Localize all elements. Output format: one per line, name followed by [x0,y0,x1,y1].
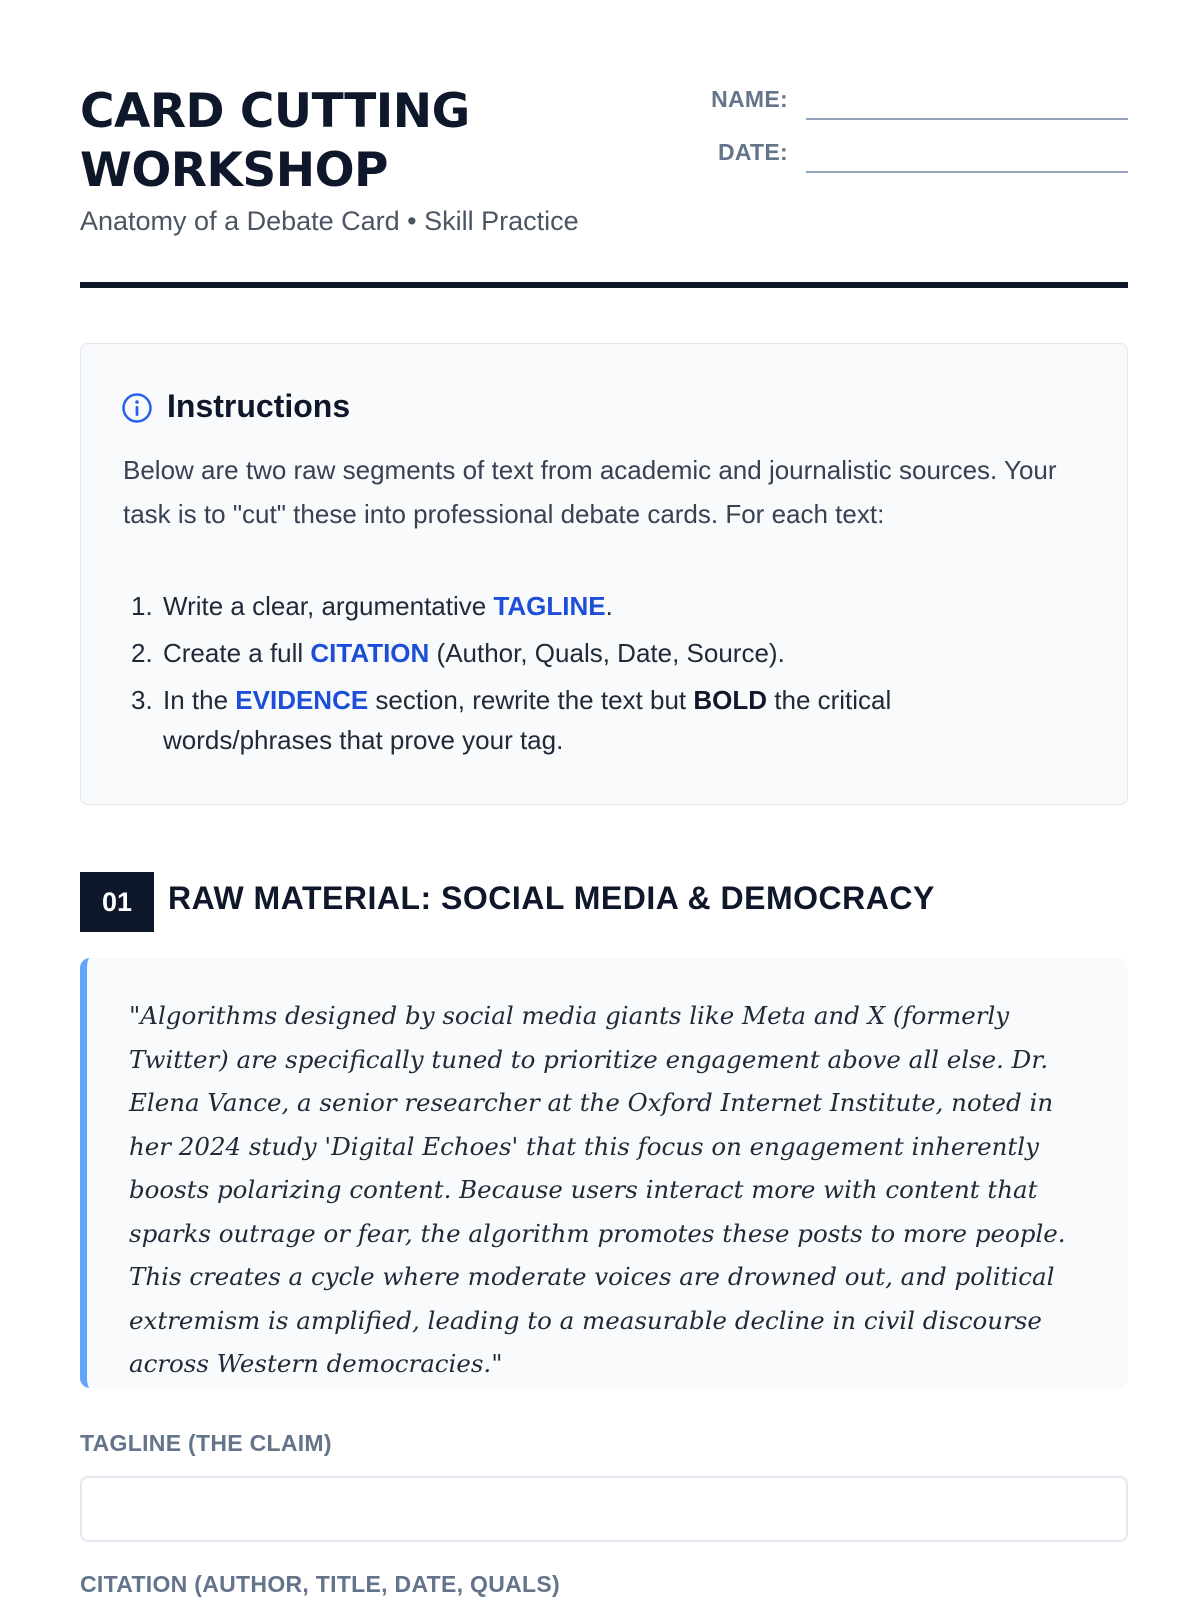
page-title: CARD CUTTING WORKSHOP [80,84,470,198]
tagline-keyword: TAGLINE [493,591,606,621]
section-number-badge: 01 [80,872,154,932]
instruction-step: 2. Create a full CITATION (Author, Quals, Date, Source). [131,638,785,668]
instruction-step: 1. Write a clear, argumentative TAGLINE. [131,591,613,621]
section-title: RAW MATERIAL: SOCIAL MEDIA & DEMOCRACY [168,880,935,916]
evidence-keyword: EVIDENCE [235,685,369,715]
citation-label: CITATION (AUTHOR, TITLE, DATE, QUALS) [80,1571,560,1597]
name-write-line[interactable] [806,118,1128,120]
tagline-label: TAGLINE (THE CLAIM) [80,1430,332,1456]
instructions-intro: Below are two raw segments of text from academic and journalistic sources. Your task is to "cut" these into professional debate cards. For each text: [123,455,1057,529]
instructions-box [80,343,1128,805]
instructions-steps [123,586,1063,767]
instruction-step: 3. In the EVIDENCE section, rewrite the text but BOLD the critical words/phrases that prove your tag. [131,685,892,755]
name-field[interactable] [620,82,1128,122]
raw-material-quote [80,958,1128,1388]
citation-keyword: CITATION [310,638,430,668]
quote-text: "Algorithms designed by social media giants like Meta and X (formerly Twitter) are specifically tuned to prioritize engagement above all else. Dr. Elena Vance, a senior researcher at the Oxford Internet Institute, noted in her 2024 study 'Digital Echoes' that this focus on engagement inherently boosts polarizing content. Because users interact more with content that sparks outrage or fear, the algorithm promotes these posts to more people. This creates a cycle where moderate voices are drowned out, and political extremism is amplified, leading to a measurable decline in civil discourse across Western democracies." [129,1001,1066,1378]
date-label: DATE: [717,139,788,165]
info-icon [121,392,153,424]
name-label: NAME: [711,86,788,112]
date-field[interactable] [620,135,1128,175]
header-divider [80,282,1128,288]
date-write-line[interactable] [806,171,1128,173]
bold-keyword: BOLD [693,685,768,715]
page-subtitle: Anatomy of a Debate Card • Skill Practice [80,206,579,236]
instructions-heading: Instructions [167,388,351,424]
tagline-input[interactable] [80,1476,1128,1542]
